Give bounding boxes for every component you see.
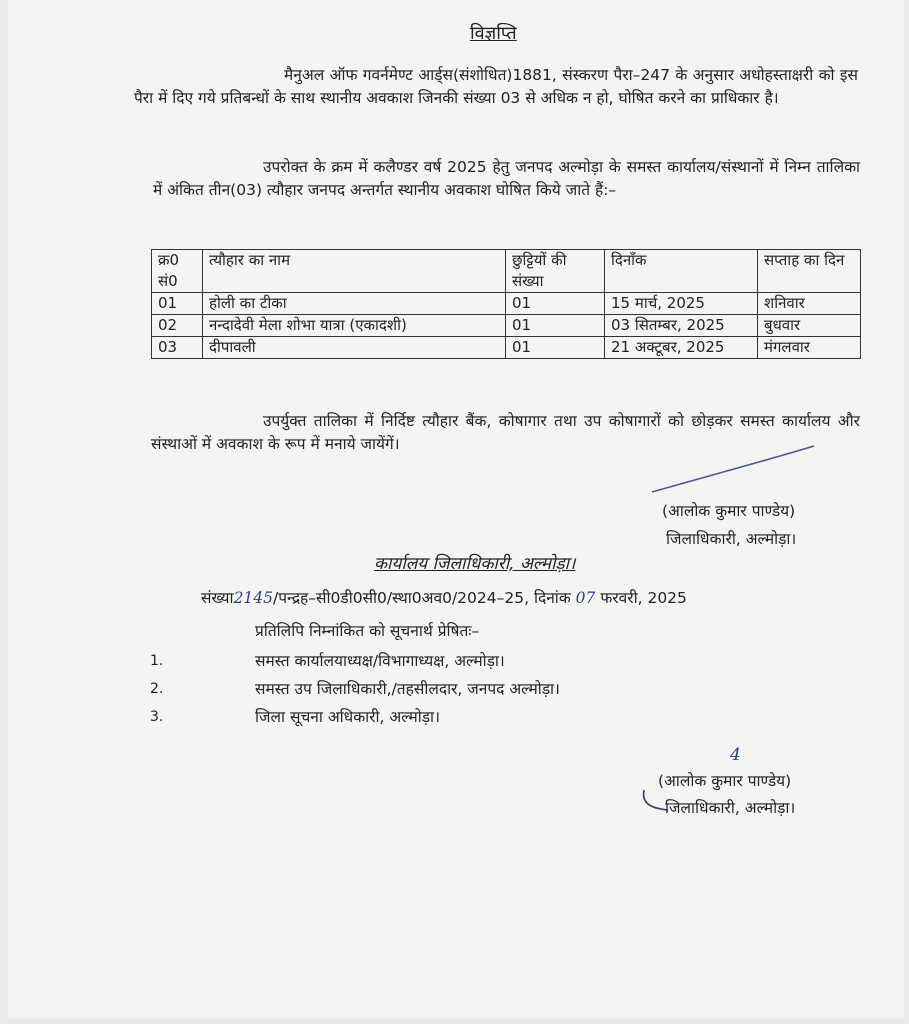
cell-serial: 03	[152, 337, 203, 359]
signature-name: (आलोक कुमार पाण्डेय)	[662, 502, 796, 520]
ref-date-handwritten: 07	[575, 589, 596, 607]
cell-date: 15 मार्च, 2025	[605, 293, 758, 315]
copy-signature-designation: जिलाधिकारी, अल्मोड़ा।	[665, 799, 796, 817]
ref-prefix: संख्या	[201, 589, 234, 607]
table-row	[152, 293, 861, 315]
ref-number-handwritten: 2145	[233, 589, 274, 607]
cell-count: 01	[506, 293, 605, 315]
office-heading: कार्यालय जिलाधिकारी, अल्मोड़ा।	[374, 554, 576, 574]
ref-middle: /पन्द्रह–सी0डी0सी0/स्था0अव0/2024–25, दिनांक	[273, 589, 571, 607]
cell-weekday: बुधवार	[758, 315, 861, 337]
col-serial: क्र0 सं0	[152, 250, 203, 293]
col-weekday: सप्ताह का दिन	[758, 250, 861, 293]
signature-stroke	[648, 440, 818, 500]
paragraph-exception: उपर्युक्त तालिका में निर्दिष्ट त्यौहार बैंक, कोषागार तथा उप कोषागारों को छोड़कर समस्त कार्यालय और संस्थाओं में अवकाश के रूप में मनाये जायेंगें।	[151, 412, 860, 453]
copy-intro: प्रतिलिपि निम्नांकित को सूचनार्थ प्रेषितः–	[255, 622, 480, 640]
cell-date: 21 अक्टूबर, 2025	[605, 337, 758, 359]
col-date: दिनाँक	[605, 250, 758, 293]
copy-recipient: समस्त उप जिलाधिकारी,/तहसीलदार, जनपद अल्मोड़ा।	[255, 680, 560, 698]
cell-festival: होली का टीका	[203, 293, 506, 315]
notice-title: विज्ञप्ति	[470, 23, 517, 44]
copy-number: 1.	[150, 653, 164, 669]
col-holidays-count: छुट्टियों की संख्या	[506, 250, 605, 293]
table-header-row	[152, 250, 861, 293]
holiday-table	[151, 249, 861, 359]
cell-serial: 02	[152, 315, 203, 337]
copy-number: 2.	[150, 681, 164, 697]
table-row	[152, 315, 861, 337]
document-page	[8, 0, 904, 1018]
copy-number: 3.	[150, 709, 164, 725]
paragraph-declaration: उपरोक्त के क्रम में कलैण्डर वर्ष 2025 हेतु जनपद अल्मोड़ा के समस्त कार्यालय/संस्थानों में निम्न तालिका में अंकित तीन(03) त्यौहार जनपद अन्तर्गत स्थानीय अवकाश घोषित किये जाते हैं:–	[153, 158, 860, 199]
cell-serial: 01	[152, 293, 203, 315]
copy-recipient: समस्त कार्यालयाध्यक्ष/विभागाध्यक्ष, अल्मोड़ा।	[255, 652, 505, 670]
signature-designation: जिलाधिकारी, अल्मोड़ा।	[666, 530, 797, 548]
col-festival: त्यौहार का नाम	[203, 250, 506, 293]
copy-signature-name: (आलोक कुमार पाण्डेय)	[658, 772, 792, 790]
cell-count: 01	[506, 337, 605, 359]
cell-festival: नन्दादेवी मेला शोभा यात्रा (एकादशी)	[203, 315, 506, 337]
paragraph-authority: मैनुअल ऑफ गवर्नमेण्ट आर्ड्स(संशोधित)1881, संस्करण पैरा–247 के अनुसार अधोहस्ताक्षरी को इस पैरा में दिए गये प्रतिबन्धों के साथ स्थानीय अवकाश जिनकी संख्या 03 से अधिक न हो, घोषित करने का प्राधिकार है।	[134, 66, 858, 107]
cell-date: 03 सितम्बर, 2025	[605, 315, 758, 337]
cell-weekday: मंगलवार	[758, 337, 861, 359]
table-row	[152, 337, 861, 359]
cell-festival: दीपावली	[203, 337, 506, 359]
cell-count: 01	[506, 315, 605, 337]
signature-mark-handwritten: 4	[730, 745, 741, 765]
cell-weekday: शनिवार	[758, 293, 861, 315]
ref-suffix: फरवरी, 2025	[600, 589, 687, 607]
copy-recipient: जिला सूचना अधिकारी, अल्मोड़ा।	[255, 708, 440, 726]
reference-line	[201, 587, 687, 610]
